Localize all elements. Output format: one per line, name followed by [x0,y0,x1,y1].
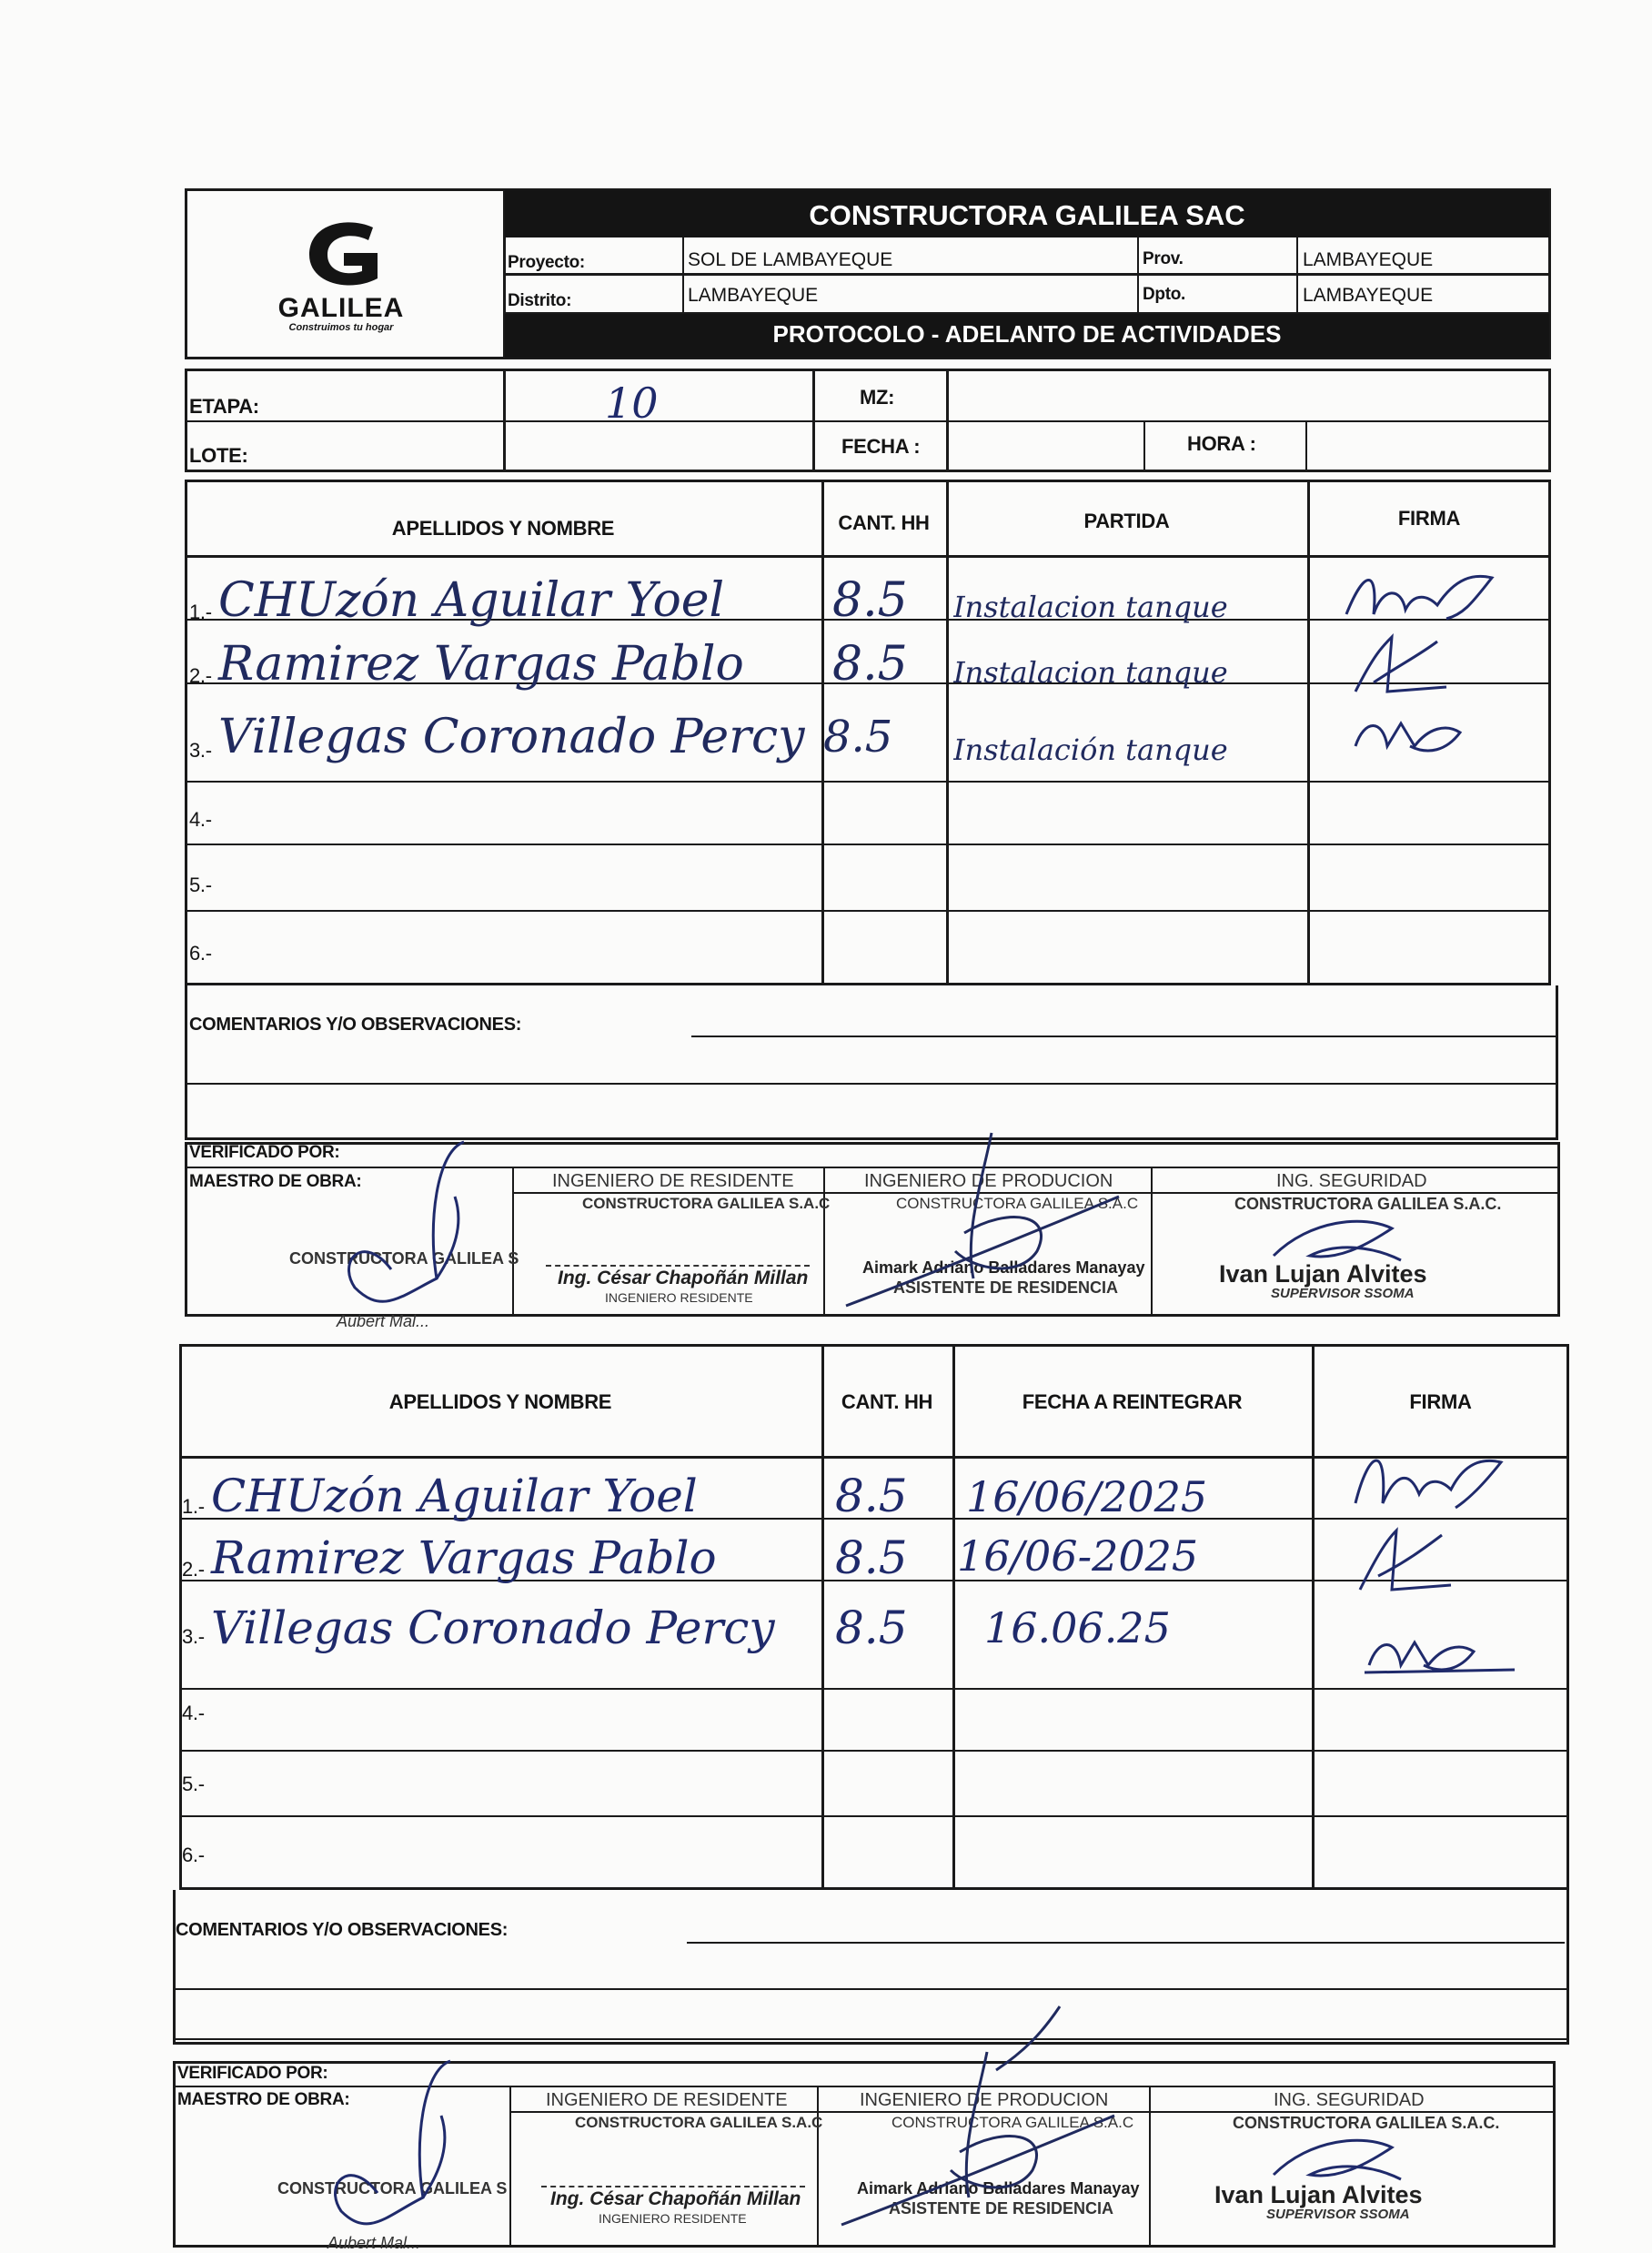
v1-seguridad-sub: SUPERVISOR SSOMA [1271,1286,1415,1301]
v2-seguridad-sub: SUPERVISOR SSOMA [1266,2207,1410,2222]
v2-produccion-signature [823,1997,1133,2229]
v2-maestro-stamp: CONSTRUCTORA GALILEA S [277,2179,508,2197]
proyecto-value: SOL DE LAMBAYEQUE [688,249,893,270]
v1-residente-label: INGENIERO DE RESIDENTE [552,1171,794,1191]
comments1-frame [185,985,1558,1140]
v2-produccion-label: INGENIERO DE PRODUCION [860,2090,1109,2110]
t2-row-name: CHUzón Aguilar Yoel [211,1470,698,1522]
v2-residente-name: Ing. César Chapoñán Millan [550,2188,801,2209]
v2-seguridad-label: ING. SEGURIDAD [1274,2090,1425,2110]
v1-maestro: MAESTRO DE OBRA: [189,1172,362,1191]
t1-row-name: Ramirez Vargas Pablo [218,637,744,692]
t2-row-fecha: 16/06/2025 [966,1472,1208,1521]
v1-verificado: VERIFICADO POR: [189,1143,340,1162]
distrito-value: LAMBAYEQUE [688,285,819,306]
hora-label: HORA : [1187,432,1256,455]
t2-row-num: 3.- [182,1625,205,1648]
v1-produccion-name: Aimark Adriano Balladares Manayay [862,1258,1145,1277]
t2-header-hh: CANT. HH [841,1390,933,1413]
t2-signature-1 [1346,1440,1528,1517]
t2-row-fecha: 16/06-2025 [957,1531,1199,1581]
v1-residente-name: Ing. César Chapoñán Millan [558,1268,809,1288]
t2-row-hh: 8.5 [835,1531,908,1584]
t2-row-hh: 8.5 [835,1470,908,1522]
t1-row-name: CHUzón Aguilar Yoel [218,573,725,628]
t1-row-num: 3.- [189,739,212,762]
v1-residente-stamp: CONSTRUCTORA GALILEA S.A.C [582,1195,831,1212]
t1-row-partida: Instalación tanque [953,732,1228,767]
t2-header-fecha: FECHA A REINTEGRAR [1022,1390,1243,1413]
t2-comments-label: COMENTARIOS Y/O OBSERVACIONES: [176,1920,509,1940]
v2-residente-stamp: CONSTRUCTORA GALILEA S.A.C [575,2114,823,2131]
v1-maestro-signature [327,1133,491,1324]
logo-tagline: Construimos tu hogar [288,322,394,333]
t1-signature-1 [1337,560,1537,632]
t2-row-num: 2.- [182,1558,205,1581]
galilea-logo [196,211,491,338]
t2-row-num: 6.- [182,1844,205,1866]
t1-row-hh: 8.5 [832,573,908,628]
t2-header-name: APELLIDOS Y NOMBRE [388,1390,612,1413]
lote-label: LOTE: [189,444,248,467]
v2-seguridad-name: Ivan Lujan Alvites [1214,2181,1423,2208]
v1-produccion-label: INGENIERO DE PRODUCION [864,1171,1113,1191]
distrito-label: Distrito: [508,291,572,310]
t2-row-fecha: 16.06.25 [984,1603,1171,1652]
v2-residente-sub: INGENIERO RESIDENTE [599,2211,747,2226]
v1-maestro-name: Aubert Mal... [337,1312,430,1330]
t2-row-num: 4.- [182,1702,205,1724]
t1-header-name: APELLIDOS Y NOMBRE [391,517,615,540]
t2-header-firma: FIRMA [1409,1390,1472,1413]
t2-row-num: 1.- [182,1495,205,1518]
v2-verificado: VERIFICADO POR: [177,2064,328,2083]
t1-row-partida: Instalacion tanque [953,590,1228,624]
t1-header-firma: FIRMA [1397,507,1461,530]
t1-row-num: 2.- [189,664,212,687]
v1-seguridad-name: Ivan Lujan Alvites [1219,1260,1427,1288]
prov-value: LAMBAYEQUE [1303,249,1434,270]
v2-residente-label: INGENIERO DE RESIDENTE [546,2090,788,2110]
t1-row-hh: 8.5 [832,637,908,692]
galilea-g-icon [300,218,391,291]
v1-maestro-stamp: CONSTRUCTORA GALILEA S [289,1249,519,1268]
v1-produccion-stamp: CONSTRUCTORA GALILEA S.A.C [896,1195,1139,1212]
t1-row-num: 4.- [189,808,212,831]
t1-header-hh: CANT. HH [838,511,930,534]
prov-label: Prov. [1143,249,1184,268]
v1-seguridad-label: ING. SEGURIDAD [1276,1171,1427,1191]
form-title: PROTOCOLO - ADELANTO DE ACTIVIDADES [772,320,1282,348]
etapa-value: 10 [605,379,659,428]
t1-header-partida: PARTIDA [1083,510,1170,532]
v1-residente-sub: INGENIERO RESIDENTE [605,1290,753,1305]
t2-row-num: 5.- [182,1773,205,1795]
t2-signature-2 [1342,1521,1487,1599]
t1-row-num: 6.- [189,942,212,965]
t1-signature-2 [1337,628,1483,701]
v2-maestro: MAESTRO DE OBRA: [177,2090,350,2109]
v2-produccion-name: Aimark Adriano Balladares Manayay [857,2179,1140,2197]
t2-row-name: Ramirez Vargas Pablo [211,1531,717,1584]
mz-label: MZ: [860,386,895,409]
company-name: CONSTRUCTORA GALILEA SAC [809,199,1245,231]
t1-comments-label: COMENTARIOS Y/O OBSERVACIONES: [189,1015,522,1035]
logo-text: GALILEA [277,293,405,323]
v1-seguridad-stamp: CONSTRUCTORA GALILEA S.A.C. [1234,1195,1502,1213]
t1-row-num: 1.- [189,601,212,623]
v2-seguridad-signature [1255,2129,1437,2193]
v2-seguridad-stamp: CONSTRUCTORA GALILEA S.A.C. [1233,2114,1500,2132]
dpto-value: LAMBAYEQUE [1303,285,1434,306]
t2-signature-3 [1360,1629,1524,1679]
t2-row-hh: 8.5 [835,1601,908,1654]
t1-row-hh: 8.5 [823,712,893,763]
fecha-label: FECHA : [841,435,921,458]
t1-signature-3 [1346,710,1483,764]
v2-produccion-stamp: CONSTRUCTORA GALILEA S.A.C [891,2114,1134,2131]
t1-row-num: 5.- [189,874,212,896]
etapa-label: ETAPA: [189,395,259,418]
v2-maestro-signature [314,2052,478,2248]
t2-row-name: Villegas Coronado Percy [211,1601,775,1654]
t1-row-name: Villegas Coronado Percy [218,710,805,764]
v1-seguridad-signature [1255,1210,1437,1274]
v2-produccion-sub: ASISTENTE DE RESIDENCIA [889,2199,1114,2218]
v1-produccion-sub: ASISTENTE DE RESIDENCIA [893,1278,1119,1297]
t1-row-partida: Instalacion tanque [953,655,1228,690]
proyecto-label: Proyecto: [508,253,585,272]
v2-maestro-name: Aubert Mal... [327,2234,421,2252]
dpto-label: Dpto. [1143,285,1186,304]
v1-produccion-signature [828,1124,1137,1310]
